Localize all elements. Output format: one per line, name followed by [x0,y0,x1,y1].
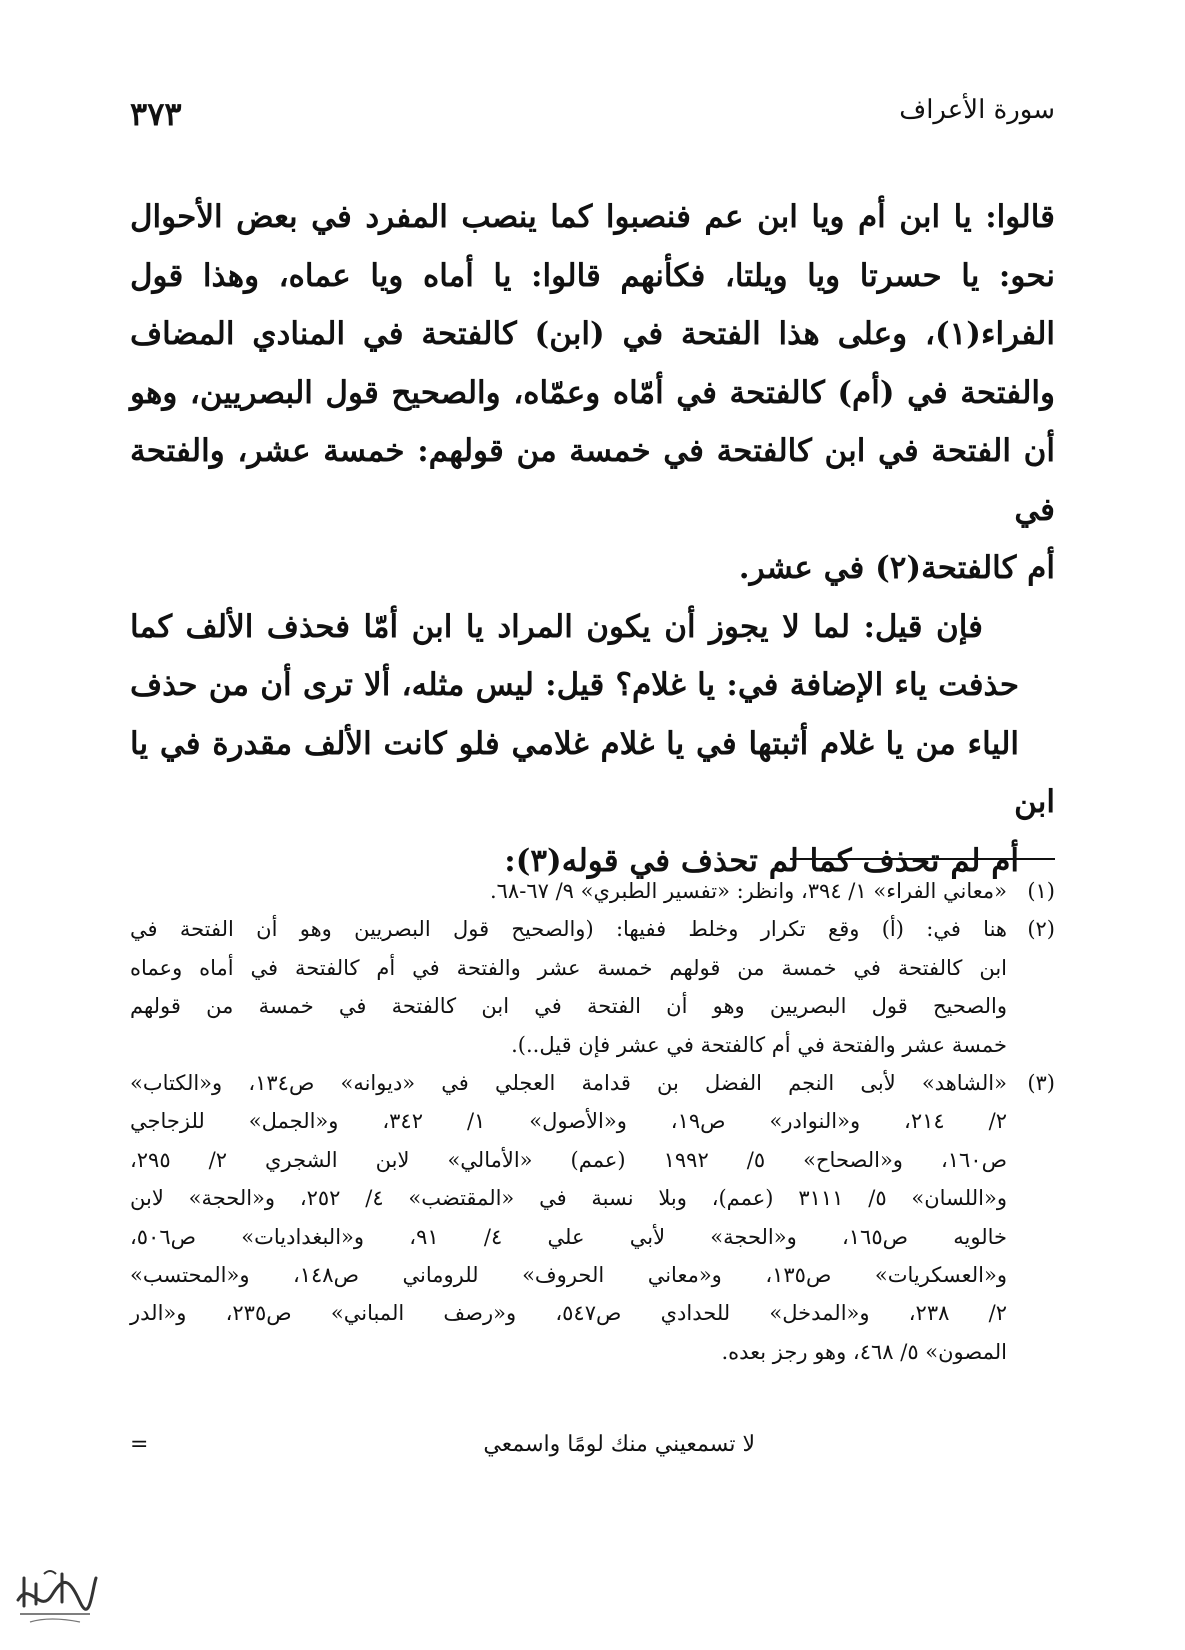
footnote-line: خالويه ص١٦٥، و«الحجة» لأبي علي ٤/ ٩١، و«البغداديات» ص٥٠٦، [130,1224,1007,1249]
text-line: حذفت ياء الإضافة في: يا غلام؟ قيل: ليس مثله، ألا ترى أن من حذف [130,667,1019,703]
footnotes [130,872,1055,1371]
footnote-separator [790,858,1055,860]
text-line: الفراء(١)، وعلى هذا الفتحة في (ابن) كالفتحة في المنادي المضاف [130,316,1055,352]
text-line: والفتحة في (أم) كالفتحة في أمّاه وعمّاه، والصحيح قول البصريين، وهو [130,374,1055,411]
text-line: الياء من يا غلام أثبتها في يا غلام غلامي فلو كانت الألف مقدرة في يا ابن [130,725,1055,820]
footnote-line: هنا في: (أ) وقع تكرار وخلط ففيها: (والصحيح قول البصريين وهو أن الفتحة في [130,917,1007,942]
text-line: أن الفتحة في ابن كالفتحة في خمسة من قولهم: خمسة عشر، والفتحة في [130,433,1055,528]
text-line: فإن قيل: لما لا يجوز أن يكون المراد يا ابن أمّا فحذف الألف كما [130,608,983,645]
paragraph-2 [130,598,1055,891]
calligraphy-logo-icon [10,1560,100,1630]
text-line: أم كالفتحة(٢) في عشر. [738,550,1055,586]
footnote-2 [130,910,1055,1064]
footnote-line: ٢/ ٢١٤، و«النوادر» ص١٩، و«الأصول» ١/ ٣٤٢، و«الجمل» للزجاجي [130,1109,1007,1134]
footnote-line: والصحيح قول البصريين وهو أن الفتحة في ابن كالفتحة في خمسة من قولهم [130,994,1007,1019]
footnote-number: (٣) [1027,1071,1055,1096]
footnote-number: (١) [1027,879,1055,903]
chapter-title: سورة الأعراف [899,95,1055,125]
main-text [130,188,1055,890]
footnote-1 [130,872,1055,910]
footnote-line: و«اللسان» ٥/ ٣١١١ (عمم)، وبلا نسبة في «المقتضب» ٤/ ٢٥٢، و«الحجة» لابن [130,1186,1007,1211]
continuation-mark: = [130,1432,149,1457]
text-line: قالوا: يا ابن أم ويا ابن عم فنصبوا كما ينصب المفرد في بعض الأحوال [130,199,1055,235]
footnote-number: (٢) [1027,917,1055,942]
footnote-line: و«العسكريات» ص١٣٥، و«معاني الحروف» للروماني ص١٤٨، و«المحتسب» [130,1263,1007,1288]
page-header [130,95,1055,145]
footnote-line: المصون» ٥/ ٤٦٨، وهو رجز بعده. [721,1339,1007,1364]
verse-text: لا تسمعيني منك لومًا واسمعي [483,1432,755,1457]
page-number: ٣٧٣ [130,95,182,133]
footnote-line: ابن كالفتحة في خمسة من قولهم خمسة عشر والفتحة في أم كالفتحة في أماه وعماه [130,955,1007,980]
footnote-line: ٢/ ٢٣٨، و«المدخل» للحدادي ص٥٤٧، و«رصف المباني» ص٢٣٥، و«الدر [130,1301,1007,1326]
text-line: أم لم تحذف كما لم تحذف في قوله(٣): [504,842,1019,879]
watermark-logo [10,1560,100,1630]
paragraph-1 [130,188,1055,598]
verse-line [130,1432,1055,1472]
text-line: نحو: يا حسرتا ويا ويلتا، فكأنهم قالوا: يا أماه ويا عماه، وهذا قول [130,257,1055,294]
footnote-line: ص١٦٠، و«الصحاح» ٥/ ١٩٩٢ (عمم) «الأمالي» لابن الشجري ٢/ ٢٩٥، [130,1147,1007,1172]
footnote-line: خمسة عشر والفتحة في أم كالفتحة في عشر فإن قيل..). [511,1032,1007,1057]
footnote-3 [130,1064,1055,1371]
footnote-line: «معاني الفراء» ١/ ٣٩٤، وانظر: «تفسير الطبري» ٩/ ٦٧-٦٨. [489,879,1007,903]
footnote-line: «الشاهد» لأبى النجم الفضل بن قدامة العجلي في «ديوانه» ص١٣٤، و«الكتاب» [130,1071,1007,1096]
